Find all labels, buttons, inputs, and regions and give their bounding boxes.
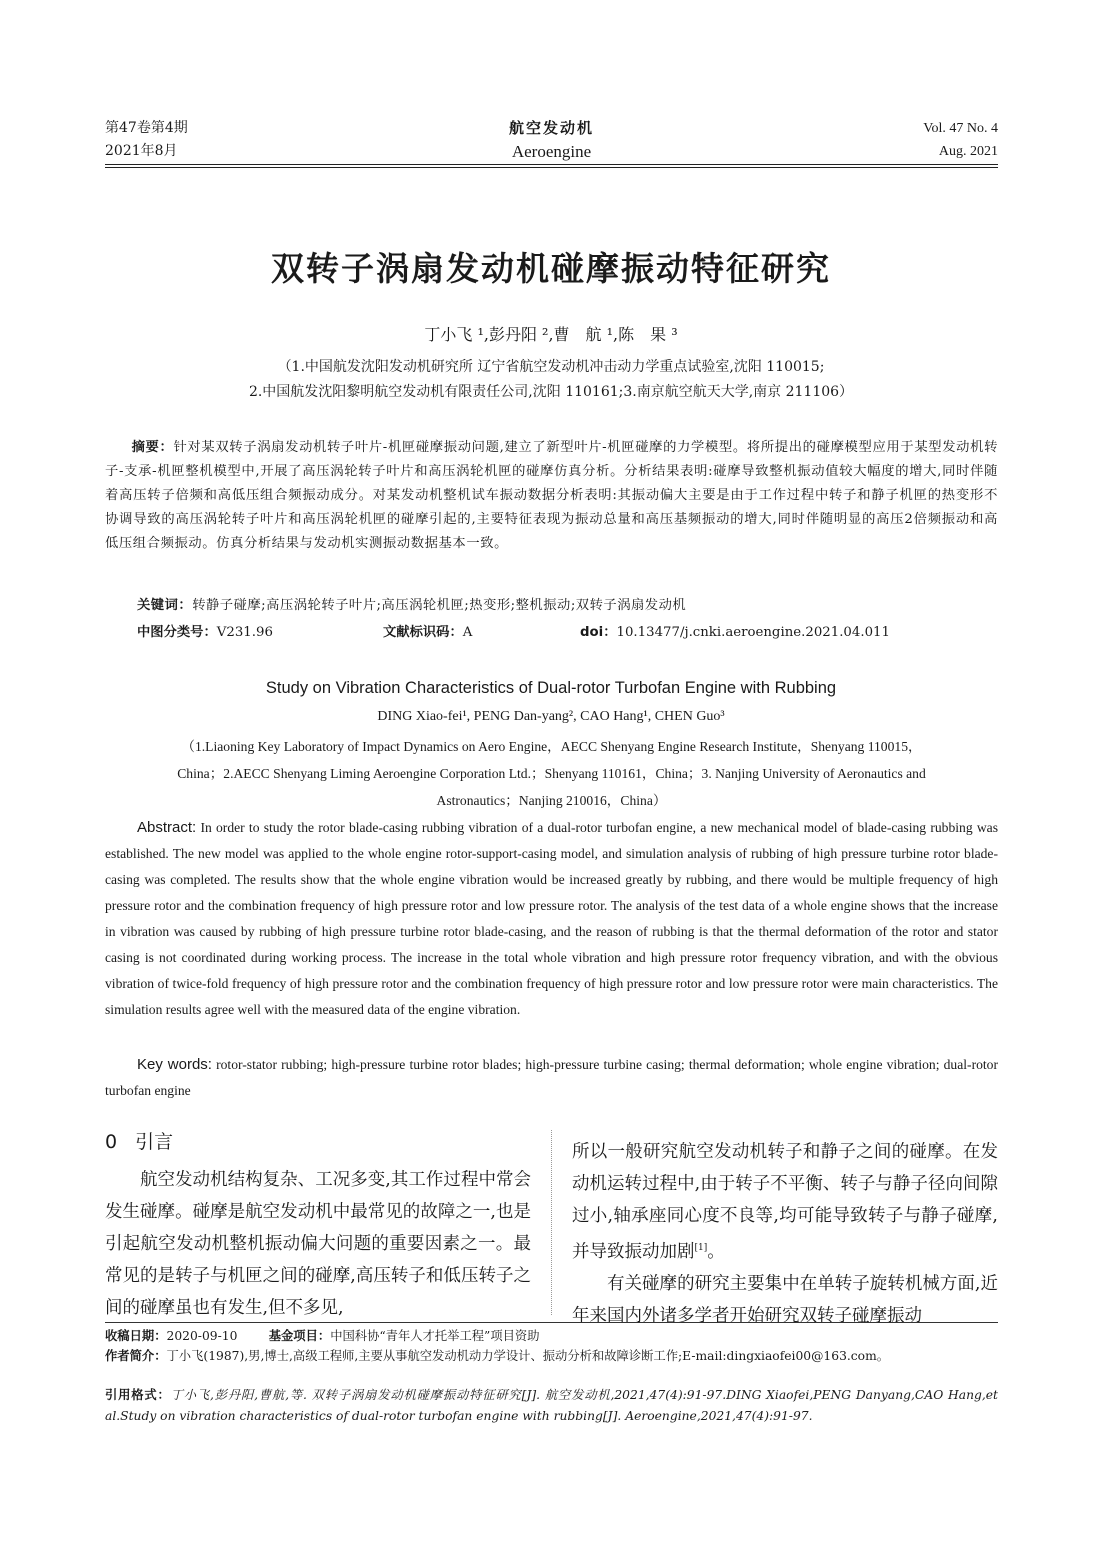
author-bio-value: 丁小飞(1987),男,博士,高级工程师,主要从事航空发动机动力学设计、振动分析和故障诊断工作;E-mail:dingxiaofei00@163.com。 (166, 1349, 890, 1363)
keywords-cn-text: 转静子碰摩;高压涡轮转子叶片;高压涡轮机匣;热变形;整机振动;双转子涡扇发动机 (192, 598, 687, 613)
header-volume-en (923, 117, 998, 163)
abstract-cn (105, 436, 998, 556)
author-list: 丁小飞 ¹,彭丹阳 ²,曹 航 ¹,陈 果 ³ (424, 325, 678, 344)
header-date-en: Aug. 2021 (938, 144, 998, 159)
body-column-right (572, 1136, 998, 1332)
doi (580, 621, 890, 640)
abstract-cn-label: 摘要： (131, 440, 174, 455)
body-column-left (105, 1164, 531, 1324)
reference-mark[interactable]: [1] (694, 1243, 708, 1253)
doc-code-label: 文献标识码： (383, 625, 463, 640)
document-code (383, 621, 472, 640)
body-paragraph: 有关碰摩的研究主要集中在单转子旋转机械方面,近年来国内外诸多学者开始研究双转子碰摩振动 (572, 1273, 998, 1326)
running-header (105, 117, 998, 165)
journal-name-cn: 航空发动机 (508, 119, 594, 137)
fund-value: 中国科协“青年人才托举工程”项目资助 (330, 1329, 540, 1343)
keywords-cn-label: 关键词： (137, 598, 193, 613)
footnote-received-fund (105, 1327, 998, 1345)
header-volume-issue: 第47卷第4期 (105, 120, 188, 136)
paper-title: 双转子涡扇发动机碰摩振动特征研究 (271, 249, 831, 288)
header-rule-thick (105, 167, 998, 168)
keywords-en (105, 1052, 998, 1104)
affiliation-line-1: （1.中国航发沈阳发动机研究所 辽宁省航空发动机冲击动力学重点试验室,沈阳 110015; (277, 359, 825, 375)
affiliation-en-line-1: （1.Liaoning Key Laboratory of Impact Dynamics on Aero Engine，AECC Shenyang Engine Research Institute，Shenyang 110015， (181, 739, 922, 754)
footnote-rule (105, 1322, 998, 1323)
doi-value: 10.13477/j.cnki.aeroengine.2021.04.011 (616, 625, 890, 640)
citation-text: 丁小飞,彭丹阳,曹航,等. 双转子涡扇发动机碰摩振动特征研究[J]. 航空发动机,2021,47(4):91-97.DING Xiaofei,PENG Danyang,CAO Hang,et al.Study on vibration characteristics of dual-rotor turbofan engine with rubbing[J]. Aeroengine,2021,47(4):91-97. (105, 1388, 998, 1423)
section-heading (105, 1127, 173, 1154)
author-list-en: DING Xiao-fei¹, PENG Dan-yang², CAO Hang¹, CHEN Guo³ (377, 709, 725, 724)
body-paragraph: 航空发动机结构复杂、工况多变,其工作过程中常会发生碰摩。碰摩是航空发动机中最常见的故障之一,也是引起航空发动机整机振动偏大问题的重要因素之一。最常见的是转子与机匣之间的碰摩,高压转子和低压转子之间的碰摩虽也有发生,但不多见, (105, 1170, 531, 1318)
header-vol-no: Vol. 47 No. 4 (923, 121, 998, 136)
keywords-en-label: Key words: (137, 1056, 212, 1073)
author-bio-label: 作者简介： (105, 1349, 167, 1363)
column-divider (551, 1130, 552, 1315)
abstract-en (105, 815, 998, 1023)
affiliation-line-2: 2.中国航发沈阳黎明航空发动机有限责任公司,沈阳 110161;3.南京航空航天大学,南京 211106） (248, 384, 854, 400)
header-journal-name (105, 117, 998, 163)
header-date-cn: 2021年8月 (105, 143, 178, 159)
affiliation-en-line-2: China；2.AECC Shenyang Liming Aeroengine Corporation Ltd.；Shenyang 110161，China；3. Nanjing University of Aeronautics and (177, 766, 926, 781)
citation-format (105, 1385, 998, 1427)
affiliation-en-line-3: Astronautics；Nanjing 210016，China） (436, 793, 667, 808)
received-label: 收稿日期： (105, 1329, 167, 1343)
clc-number (137, 621, 273, 640)
keywords-cn (137, 594, 686, 613)
keywords-en-text: rotor-stator rubbing; high-pressure turbine rotor blades; high-pressure turbine casing; thermal deformation; whole engine vibration; dual-rotor turbofan engine (105, 1057, 998, 1098)
header-rule-thin (105, 164, 998, 165)
received-value: 2020-09-10 (166, 1329, 238, 1343)
section-title: 引言 (135, 1131, 174, 1153)
section-number: 0 (105, 1131, 118, 1153)
footnote-author-bio (105, 1347, 998, 1365)
body-text: 所以一般研究航空发动机转子和静子之间的碰摩。在发动机运转过程中,由于转子不平衡、转子与静子径向间隙过小,轴承座同心度不良等,均可能导致转子与静子碰摩,并导致振动加剧 (572, 1142, 998, 1262)
citation-label: 引用格式： (105, 1388, 171, 1402)
journal-name-en: Aeroengine (511, 142, 592, 161)
doi-label: doi： (580, 625, 617, 640)
abstract-en-label: Abstract: (137, 819, 197, 836)
body-text-end: 。 (707, 1241, 725, 1262)
body-paragraph (572, 1136, 998, 1268)
doc-code-value: A (462, 625, 473, 640)
paper-title-en: Study on Vibration Characteristics of Dual-rotor Turbofan Engine with Rubbing (265, 679, 837, 697)
abstract-en-text: In order to study the rotor blade-casing rubbing vibration of a dual-rotor turbofan engine, a new mechanical model of blade-casing rubbing was established. The new model was applied to the whole engine rotor-support-casing model, and simulation analysis of rubbing of high pressure turbine rotor blade-casing was completed. The results show that the whole engine vibration would be increased greatly by rubbing, and there would be multiple frequency of high pressure rotor and the combination frequency of high pressure rotor and low pressure rotor. The analysis of the test data of a whole engine shows that the increase in vibration was caused by rubbing of high pressure turbine rotor blade-casing, and the reason of rubbing is that the thermal deformation of the rotor and stator casing is not coordinated during working process. The increase in the total whole vibration and high pressure rotor frequency vibration, and with the obvious vibration of twice-fold frequency of high pressure rotor and the combination frequency of high pressure rotor and low pressure rotor were main characteristics. The simulation results agree well with the measured data of the engine vibration. (105, 820, 998, 1017)
clc-value: V231.96 (216, 625, 273, 640)
fund-label: 基金项目： (268, 1329, 331, 1343)
clc-label: 中图分类号： (137, 625, 217, 640)
abstract-cn-text: 针对某双转子涡扇发动机转子叶片-机匣碰摩振动问题,建立了新型叶片-机匣碰摩的力学模型。将所提出的碰摩模型应用于某型发动机转子-支承-机匣整机模型中,开展了高压涡轮转子叶片和高压涡轮机匣的碰摩仿真分析。分析结果表明:碰摩导致整机振动值较大幅度的增大,同时伴随着高压转子倍频和高低压组合频振动成分。对某发动机整机试车振动数据分析表明:其振动偏大主要是由于工作过程中转子和静子机匣的热变形不协调导致的高压涡轮转子叶片和高压涡轮机匣的碰摩引起的,主要特征表现为振动总量和高压基频振动的增大,同时伴随明显的高压2倍频振动和高低压组合频振动。仿真分析结果与发动机实测振动数据基本一致。 (105, 440, 998, 551)
